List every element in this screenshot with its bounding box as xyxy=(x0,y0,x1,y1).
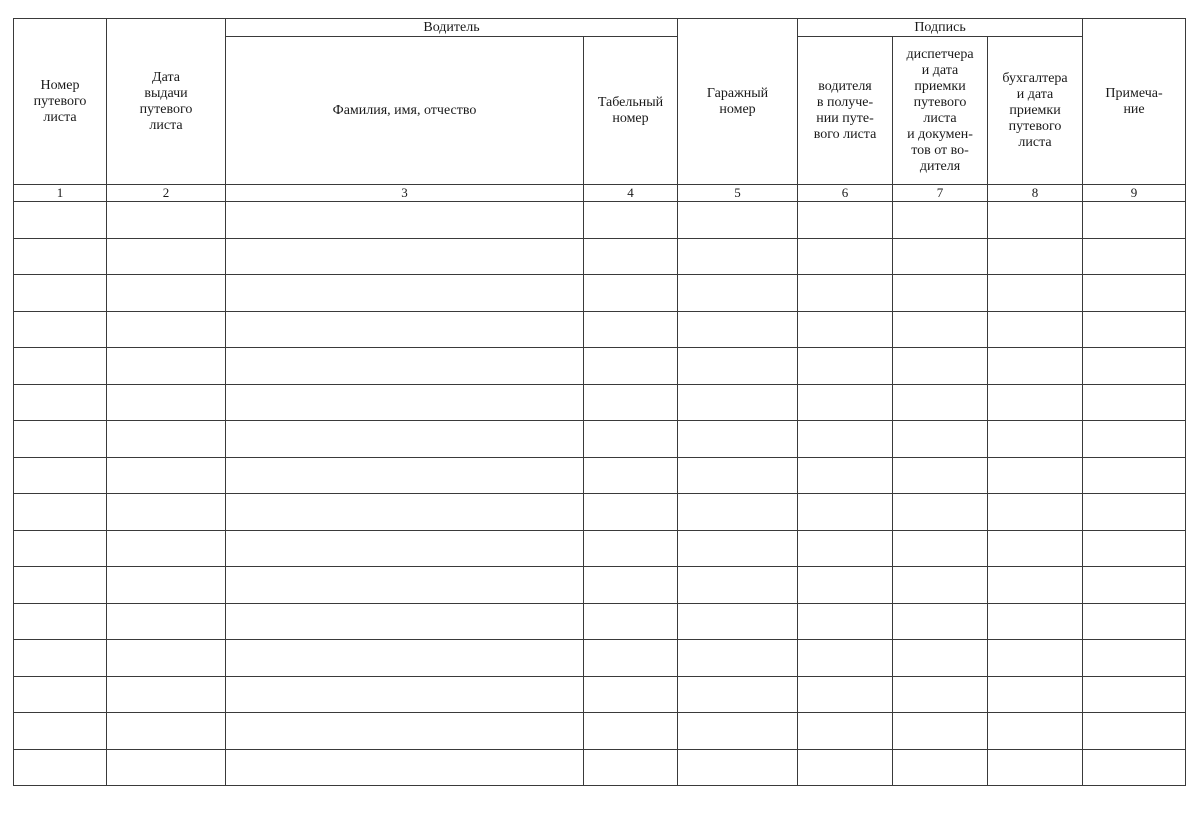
table-cell xyxy=(798,457,893,494)
table-cell xyxy=(226,457,584,494)
table-cell xyxy=(893,238,988,275)
table-cell xyxy=(1083,275,1186,312)
table-row xyxy=(14,348,1186,385)
table-cell xyxy=(584,421,678,458)
table-cell xyxy=(14,311,107,348)
header-issue-date: Дата выдачи путевого листа xyxy=(107,19,226,185)
header-full-name: Фамилия, имя, отчество xyxy=(226,37,584,185)
table-cell xyxy=(798,421,893,458)
table-cell xyxy=(584,603,678,640)
table-cell xyxy=(893,421,988,458)
table-cell xyxy=(678,275,798,312)
table-cell xyxy=(14,238,107,275)
table-cell xyxy=(226,311,584,348)
waybill-register-table xyxy=(13,18,1186,786)
table-cell xyxy=(798,530,893,567)
table-cell xyxy=(14,676,107,713)
column-number: 2 xyxy=(107,185,226,202)
table-cell xyxy=(107,384,226,421)
column-number: 7 xyxy=(893,185,988,202)
table-cell xyxy=(1083,421,1186,458)
table-row xyxy=(14,421,1186,458)
table-row xyxy=(14,713,1186,750)
table-cell xyxy=(678,749,798,786)
table-cell xyxy=(107,311,226,348)
table-cell xyxy=(988,603,1083,640)
table-row xyxy=(14,676,1186,713)
table-cell xyxy=(584,640,678,677)
table-cell xyxy=(584,457,678,494)
column-number-row xyxy=(14,185,1186,202)
table-cell xyxy=(988,640,1083,677)
table-cell xyxy=(107,348,226,385)
header-signature-driver: водителя в получе- нии путе- вого листа xyxy=(798,37,893,185)
table-cell xyxy=(107,603,226,640)
table-cell xyxy=(226,421,584,458)
table-cell xyxy=(678,676,798,713)
table-cell xyxy=(798,348,893,385)
table-cell xyxy=(798,384,893,421)
table-cell xyxy=(14,202,107,239)
table-header xyxy=(14,19,1186,202)
table-cell xyxy=(226,494,584,531)
table-row xyxy=(14,457,1186,494)
table-cell xyxy=(678,530,798,567)
table-cell xyxy=(798,640,893,677)
table-cell xyxy=(678,713,798,750)
table-cell xyxy=(584,311,678,348)
table-cell xyxy=(14,457,107,494)
table-cell xyxy=(893,567,988,604)
table-cell xyxy=(1083,457,1186,494)
table-cell xyxy=(226,348,584,385)
table-cell xyxy=(226,567,584,604)
table-cell xyxy=(1083,202,1186,239)
table-cell xyxy=(226,713,584,750)
table-row xyxy=(14,238,1186,275)
table-row xyxy=(14,749,1186,786)
table-cell xyxy=(107,457,226,494)
table-cell xyxy=(798,238,893,275)
table-cell xyxy=(107,238,226,275)
table-cell xyxy=(678,202,798,239)
table-cell xyxy=(893,749,988,786)
table-cell xyxy=(14,530,107,567)
table-cell xyxy=(584,494,678,531)
header-personnel-number: Табельный номер xyxy=(584,37,678,185)
table-cell xyxy=(988,676,1083,713)
table-cell xyxy=(584,530,678,567)
table-cell xyxy=(988,348,1083,385)
table-cell xyxy=(1083,311,1186,348)
table-cell xyxy=(678,567,798,604)
table-cell xyxy=(678,603,798,640)
column-number: 4 xyxy=(584,185,678,202)
table-cell xyxy=(584,676,678,713)
table-row xyxy=(14,640,1186,677)
table-cell xyxy=(107,275,226,312)
table-cell xyxy=(226,238,584,275)
header-garage-number: Гаражный номер xyxy=(678,19,798,185)
table-cell xyxy=(14,348,107,385)
table-cell xyxy=(678,238,798,275)
table-cell xyxy=(798,275,893,312)
table-cell xyxy=(893,640,988,677)
table-cell xyxy=(678,348,798,385)
table-cell xyxy=(988,202,1083,239)
table-cell xyxy=(798,676,893,713)
table-cell xyxy=(14,603,107,640)
table-cell xyxy=(798,567,893,604)
column-number: 6 xyxy=(798,185,893,202)
table-cell xyxy=(893,275,988,312)
table-cell xyxy=(678,311,798,348)
table-cell xyxy=(893,603,988,640)
table-cell xyxy=(226,676,584,713)
table-cell xyxy=(893,202,988,239)
table-cell xyxy=(988,384,1083,421)
table-cell xyxy=(798,494,893,531)
table-cell xyxy=(893,713,988,750)
table-cell xyxy=(893,530,988,567)
table-cell xyxy=(14,421,107,458)
table-row xyxy=(14,202,1186,239)
table-cell xyxy=(14,640,107,677)
table-cell xyxy=(14,567,107,604)
table-cell xyxy=(584,275,678,312)
table-cell xyxy=(988,713,1083,750)
table-cell xyxy=(584,238,678,275)
table-cell xyxy=(226,640,584,677)
table-cell xyxy=(798,603,893,640)
table-cell xyxy=(14,275,107,312)
table-cell xyxy=(893,384,988,421)
table-cell xyxy=(14,713,107,750)
column-number: 1 xyxy=(14,185,107,202)
header-waybill-number: Номер путевого листа xyxy=(14,19,107,185)
table-cell xyxy=(1083,384,1186,421)
table-cell xyxy=(584,713,678,750)
table-cell xyxy=(798,713,893,750)
table-cell xyxy=(678,640,798,677)
table-cell xyxy=(988,238,1083,275)
table-cell xyxy=(107,567,226,604)
table-cell xyxy=(678,457,798,494)
table-cell xyxy=(584,202,678,239)
table-cell xyxy=(988,457,1083,494)
table-cell xyxy=(584,348,678,385)
table-cell xyxy=(107,202,226,239)
table-cell xyxy=(988,275,1083,312)
table-cell xyxy=(14,494,107,531)
table-cell xyxy=(988,311,1083,348)
table-cell xyxy=(14,749,107,786)
table-cell xyxy=(893,494,988,531)
table-body xyxy=(14,202,1186,786)
table-cell xyxy=(1083,494,1186,531)
table-cell xyxy=(226,202,584,239)
table-cell xyxy=(107,676,226,713)
table-cell xyxy=(1083,238,1186,275)
table-cell xyxy=(798,202,893,239)
table-cell xyxy=(893,348,988,385)
table-cell xyxy=(1083,348,1186,385)
table-cell xyxy=(1083,640,1186,677)
table-row xyxy=(14,494,1186,531)
table-cell xyxy=(584,384,678,421)
table-cell xyxy=(226,603,584,640)
table-cell xyxy=(1083,713,1186,750)
table-cell xyxy=(107,749,226,786)
table-cell xyxy=(678,384,798,421)
table-cell xyxy=(678,421,798,458)
header-group-driver: Водитель xyxy=(226,19,678,37)
column-number: 5 xyxy=(678,185,798,202)
table-cell xyxy=(1083,749,1186,786)
table-row xyxy=(14,567,1186,604)
table-cell xyxy=(678,494,798,531)
table-row xyxy=(14,530,1186,567)
table-cell xyxy=(107,640,226,677)
table-cell xyxy=(893,676,988,713)
table-cell xyxy=(1083,676,1186,713)
table-cell xyxy=(988,530,1083,567)
header-note: Примеча- ние xyxy=(1083,19,1186,185)
table-cell xyxy=(107,713,226,750)
table-row xyxy=(14,311,1186,348)
table-cell xyxy=(988,567,1083,604)
table-cell xyxy=(107,421,226,458)
table-cell xyxy=(584,567,678,604)
header-signature-accountant: бухгалтера и дата приемки путевого листа xyxy=(988,37,1083,185)
table-cell xyxy=(107,530,226,567)
table-cell xyxy=(226,275,584,312)
table-cell xyxy=(226,749,584,786)
table-cell xyxy=(893,457,988,494)
table-cell xyxy=(893,311,988,348)
header-signature-dispatcher: диспетчера и дата приемки путевого листа и докумен- тов от во- дителя xyxy=(893,37,988,185)
header-group-signature: Подпись xyxy=(798,19,1083,37)
table-cell xyxy=(1083,603,1186,640)
column-number: 3 xyxy=(226,185,584,202)
table-cell xyxy=(988,494,1083,531)
table-cell xyxy=(226,384,584,421)
table-cell xyxy=(107,494,226,531)
table-cell xyxy=(988,749,1083,786)
table-cell xyxy=(226,530,584,567)
table-cell xyxy=(1083,567,1186,604)
table-cell xyxy=(584,749,678,786)
table-row xyxy=(14,275,1186,312)
table-row xyxy=(14,603,1186,640)
table-cell xyxy=(1083,530,1186,567)
column-number: 9 xyxy=(1083,185,1186,202)
table-cell xyxy=(988,421,1083,458)
table-cell xyxy=(14,384,107,421)
column-number: 8 xyxy=(988,185,1083,202)
table-cell xyxy=(798,311,893,348)
table-row xyxy=(14,384,1186,421)
table-cell xyxy=(798,749,893,786)
